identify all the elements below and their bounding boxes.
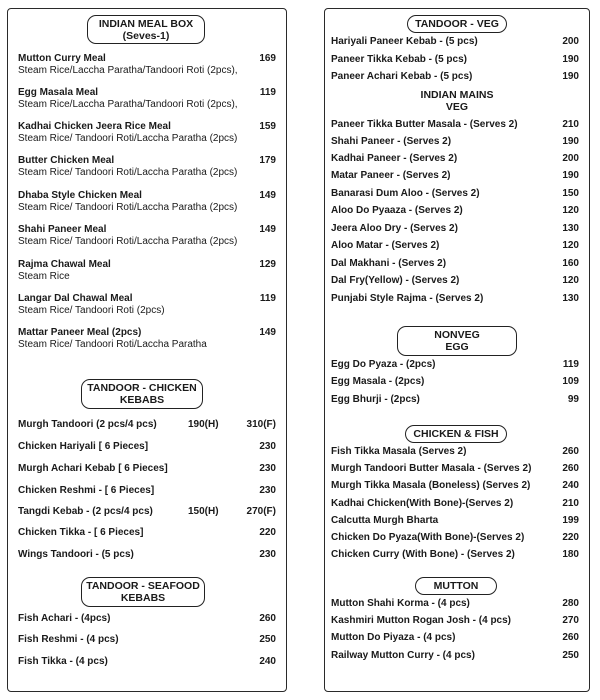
item-price: 150 [562, 188, 579, 199]
item-price: 200 [562, 36, 579, 47]
item-price: 190 [562, 170, 579, 181]
item-price: 210 [562, 119, 579, 130]
item-price: 260 [562, 463, 579, 474]
item-price: 99 [567, 394, 579, 405]
item-name: Paneer Achari Kebab - (5 pcs) [331, 71, 473, 82]
menu-item [331, 463, 579, 475]
item-price: 180 [562, 549, 579, 560]
item-name: Chicken Do Pyaza(With Bone)-(Serves 2) [331, 532, 525, 543]
item-price: 169 [259, 53, 276, 64]
item-name: Hariyali Paneer Kebab - (5 pcs) [331, 36, 478, 47]
menu-item [331, 54, 579, 66]
menu-item [331, 205, 579, 217]
item-price: 159 [259, 121, 276, 132]
item-name: Shahi Paneer Meal [18, 224, 107, 235]
item-name: Murgh Tandoori (2 pcs/4 pcs) [18, 419, 157, 430]
section-header-nonveg-egg [397, 326, 517, 356]
section-header-mains-veg [395, 89, 519, 113]
menu-item [331, 446, 579, 458]
menu-item [18, 87, 276, 111]
item-name: Fish Tikka - (4 pcs) [18, 656, 108, 667]
item-price: 310(F) [246, 419, 276, 430]
menu-item [18, 656, 276, 668]
item-price: 230 [259, 549, 276, 560]
item-name: Egg Masala - (2pcs) [331, 376, 425, 387]
item-price: 220 [259, 527, 276, 538]
item-name: Wings Tandoori - (5 pcs) [18, 549, 134, 560]
item-name: Rajma Chawal Meal [18, 259, 111, 270]
item-name: Egg Do Pyaza - (2pcs) [331, 359, 436, 370]
item-half-price: 190(H) [188, 419, 219, 430]
item-name: Banarasi Dum Aloo - (Serves 2) [331, 188, 480, 199]
item-name: Fish Tikka Masala (Serves 2) [331, 446, 467, 457]
item-price: 280 [562, 598, 579, 609]
item-price: 119 [259, 293, 276, 304]
chicken-fish-title: CHICKEN & FISH [413, 428, 499, 440]
item-name: Aloo Matar - (Serves 2) [331, 240, 440, 251]
item-price: 200 [562, 153, 579, 164]
menu-item [331, 153, 579, 165]
menu-item [18, 259, 276, 283]
item-price: 250 [562, 650, 579, 661]
item-name: Langar Dal Chawal Meal [18, 293, 133, 304]
item-price: 109 [562, 376, 579, 387]
menu-item [331, 258, 579, 270]
tandoor-seafood-title: TANDOOR - SEAFOOD [86, 580, 200, 592]
item-name: Egg Bhurji - (2pcs) [331, 394, 420, 405]
item-desc: Steam Rice/ Tandoori Roti/Laccha Paratha (2pcs) [18, 133, 238, 144]
menu-item [331, 615, 579, 627]
item-name: Chicken Reshmi - [ 6 Pieces] [18, 485, 155, 496]
item-name: Chicken Hariyali [ 6 Pieces] [18, 441, 149, 452]
item-price: 250 [259, 634, 276, 645]
mains-veg-title: INDIAN MAINS [420, 89, 494, 101]
item-price: 130 [562, 293, 579, 304]
menu-item [18, 463, 276, 475]
menu-left-column [7, 8, 287, 692]
item-price: 119 [562, 359, 579, 370]
menu-item [331, 532, 579, 544]
menu-item [18, 527, 276, 539]
item-name: Punjabi Style Rajma - (Serves 2) [331, 293, 484, 304]
meal-box-subtitle: (Seves-1) [122, 30, 170, 42]
item-price: 230 [259, 463, 276, 474]
item-desc: Steam Rice [18, 271, 70, 282]
tandoor-chicken-title: TANDOOR - CHICKEN [87, 382, 197, 394]
item-name: Chicken Tikka - [ 6 Pieces] [18, 527, 144, 538]
menu-item [331, 71, 579, 83]
item-price: 190 [562, 71, 579, 82]
item-name: Mutton Do Piyaza - (4 pcs) [331, 632, 456, 643]
item-price: 260 [259, 613, 276, 624]
menu-item [18, 441, 276, 453]
menu-item [331, 293, 579, 305]
item-price: 260 [562, 632, 579, 643]
item-name: Butter Chicken Meal [18, 155, 115, 166]
item-name: Mutton Curry Meal [18, 53, 106, 64]
menu-item [331, 119, 579, 131]
item-price: 190 [562, 136, 579, 147]
menu-item [18, 506, 276, 518]
menu-item [331, 240, 579, 252]
menu-item [18, 485, 276, 497]
menu-item [18, 224, 276, 248]
item-name: Dal Makhani - (Serves 2) [331, 258, 447, 269]
menu-item [18, 155, 276, 179]
item-price: 270(F) [246, 506, 276, 517]
item-name: Aloo Do Pyaaza - (Serves 2) [331, 205, 463, 216]
nonveg-egg-subtitle: EGG [445, 341, 469, 353]
item-price: 220 [562, 532, 579, 543]
item-price: 190 [562, 54, 579, 65]
item-price: 179 [259, 155, 276, 166]
tandoor-chicken-subtitle: KEBABS [119, 394, 165, 406]
item-name: Kadhai Chicken Jeera Rice Meal [18, 121, 171, 132]
menu-item [331, 188, 579, 200]
menu-item [18, 549, 276, 561]
item-price: 149 [259, 224, 276, 235]
menu-item [18, 293, 276, 317]
item-price: 230 [259, 485, 276, 496]
item-name: Murgh Achari Kebab [ 6 Pieces] [18, 463, 168, 474]
tandoor-veg-title: TANDOOR - VEG [415, 18, 499, 30]
item-desc: Steam Rice/ Tandoori Roti/Laccha Paratha (2pcs) [18, 202, 238, 213]
item-price: 120 [562, 275, 579, 286]
item-name: Tangdi Kebab - (2 pcs/4 pcs) [18, 506, 153, 517]
menu-item [18, 634, 276, 646]
item-desc: Steam Rice/ Tandoori Roti (2pcs) [18, 305, 165, 316]
menu-item [331, 632, 579, 644]
menu-item [331, 136, 579, 148]
menu-item [331, 549, 579, 561]
item-name: Jeera Aloo Dry - (Serves 2) [331, 223, 458, 234]
menu-item [18, 419, 276, 431]
menu-item [331, 359, 579, 371]
item-name: Egg Masala Meal [18, 87, 99, 98]
menu-item [331, 480, 579, 492]
item-name: Kadhai Paneer - (Serves 2) [331, 153, 458, 164]
item-name: Murgh Tikka Masala (Boneless) (Serves 2) [331, 480, 531, 491]
menu-item [331, 598, 579, 610]
item-price: 230 [259, 441, 276, 452]
item-name: Kashmiri Mutton Rogan Josh - (4 pcs) [331, 615, 512, 626]
item-name: Railway Mutton Curry - (4 pcs) [331, 650, 475, 661]
menu-item [331, 515, 579, 527]
menu-right-column [324, 8, 590, 692]
menu-item [18, 53, 276, 77]
item-price: 160 [562, 258, 579, 269]
item-name: Paneer Tikka Kebab - (5 pcs) [331, 54, 467, 65]
nonveg-egg-title: NONVEG [434, 329, 480, 341]
meal-box-title: INDIAN MEAL BOX [98, 18, 194, 30]
item-name: Fish Reshmi - (4 pcs) [18, 634, 119, 645]
section-header-tandoor-veg [407, 15, 507, 33]
item-name: Kadhai Chicken(With Bone)-(Serves 2) [331, 498, 514, 509]
item-price: 149 [259, 327, 276, 338]
item-price: 149 [259, 190, 276, 201]
item-name: Dal Fry(Yellow) - (Serves 2) [331, 275, 460, 286]
menu-item [331, 170, 579, 182]
menu-item [18, 613, 276, 625]
menu-item [18, 190, 276, 214]
item-name: Mattar Paneer Meal (2pcs) [18, 327, 142, 338]
menu-item [18, 327, 276, 351]
item-name: Fish Achari - (4pcs) [18, 613, 111, 624]
menu-item [18, 121, 276, 145]
item-price: 119 [259, 87, 276, 98]
item-desc: Steam Rice/ Tandoori Roti/Laccha Paratha [18, 339, 207, 350]
item-price: 270 [562, 615, 579, 626]
item-name: Shahi Paneer - (Serves 2) [331, 136, 452, 147]
menu-item [331, 275, 579, 287]
section-header-mutton [415, 577, 497, 595]
item-name: Paneer Tikka Butter Masala - (Serves 2) [331, 119, 518, 130]
item-price: 260 [562, 446, 579, 457]
item-name: Chicken Curry (With Bone) - (Serves 2) [331, 549, 515, 560]
item-price: 240 [259, 656, 276, 667]
section-header-meal-box [87, 15, 205, 44]
item-name: Dhaba Style Chicken Meal [18, 190, 142, 201]
item-desc: Steam Rice/Laccha Paratha/Tandoori Roti (2pcs), [18, 99, 238, 110]
item-desc: Steam Rice/ Tandoori Roti/Laccha Paratha (2pcs) [18, 236, 238, 247]
tandoor-seafood-subtitle: KEBABS [120, 592, 166, 604]
item-price: 240 [562, 480, 579, 491]
item-desc: Steam Rice/ Tandoori Roti/Laccha Paratha (2pcs) [18, 167, 238, 178]
mains-veg-subtitle: VEG [445, 101, 469, 113]
mutton-title: MUTTON [433, 580, 479, 592]
menu-item [331, 36, 579, 48]
item-price: 129 [259, 259, 276, 270]
item-name: Matar Paneer - (Serves 2) [331, 170, 451, 181]
item-price: 210 [562, 498, 579, 509]
item-name: Calcutta Murgh Bharta [331, 515, 439, 526]
item-price: 120 [562, 205, 579, 216]
menu-item [331, 394, 579, 406]
section-header-chicken-fish [405, 425, 507, 443]
item-name: Murgh Tandoori Butter Masala - (Serves 2) [331, 463, 532, 474]
item-desc: Steam Rice/Laccha Paratha/Tandoori Roti (2pcs), [18, 65, 238, 76]
item-name: Mutton Shahi Korma - (4 pcs) [331, 598, 470, 609]
section-header-tandoor-chicken [81, 379, 203, 409]
menu-item [331, 650, 579, 662]
menu-item [331, 376, 579, 388]
item-price: 130 [562, 223, 579, 234]
item-half-price: 150(H) [188, 506, 219, 517]
section-header-tandoor-seafood [81, 577, 205, 607]
menu-item [331, 498, 579, 510]
item-price: 120 [562, 240, 579, 251]
item-price: 199 [562, 515, 579, 526]
menu-item [331, 223, 579, 235]
